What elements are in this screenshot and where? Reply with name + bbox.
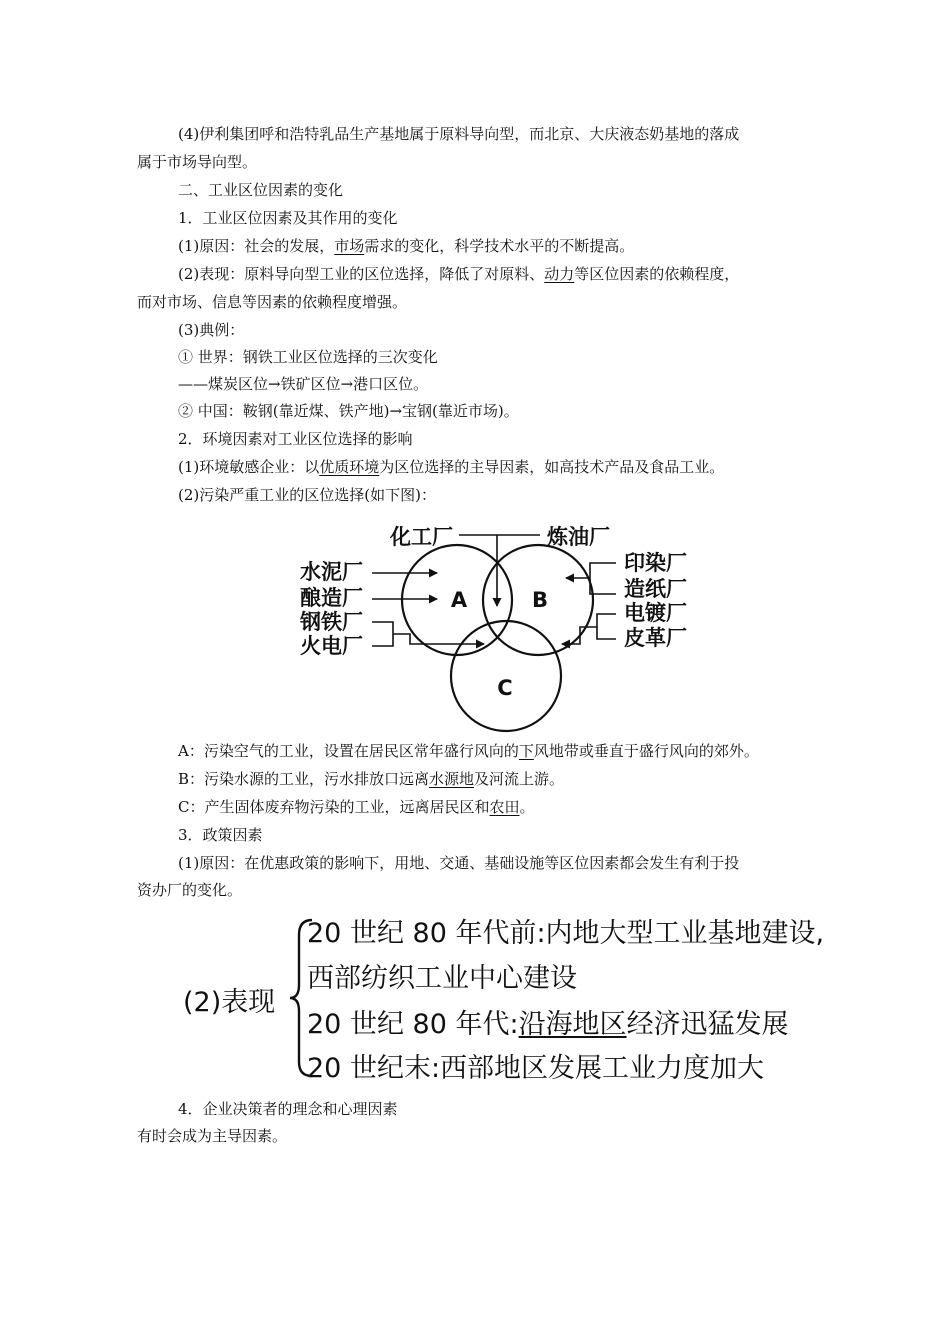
- note-c: [178, 797, 535, 817]
- env1-post: 为区位选择的主导因素，如高技术产品及食品工业。: [379, 458, 725, 476]
- subheading-3: 3．政策因素: [178, 826, 263, 844]
- note-b-post: 及河流上游。: [474, 770, 565, 788]
- circle-c: [451, 621, 561, 731]
- right-factory-1: 印染厂: [624, 551, 687, 575]
- left-factory-2: 酿造厂: [300, 586, 363, 610]
- left-bracket-arrow: [372, 622, 484, 646]
- policy-reason-line1: (1)原因：在优惠政策的影响下，用地、交通、基础设施等区位因素都会发生有利于投: [178, 854, 740, 872]
- bracket-line-3-underlined: 沿海地区: [518, 1009, 627, 1040]
- right-lower-arrow: [562, 614, 616, 644]
- show-line1: [178, 264, 739, 284]
- note-b-pre: B：污染水源的工业，污水排放口远离: [178, 770, 430, 788]
- show-post: 等区位因素的依赖程度，: [574, 265, 740, 283]
- env-sensitive-line: [178, 457, 724, 477]
- subheading-2: 2．环境因素对工业区位选择的影响: [178, 430, 413, 448]
- circle-a: [402, 545, 512, 655]
- subheading-4: 4．企业决策者的理念和心理因素: [178, 1100, 398, 1118]
- show-underlined: 动力: [544, 265, 575, 283]
- reason-post: 需求的变化，科学技术水平的不断提高。: [364, 237, 635, 255]
- env1-underlined: 优质环境: [319, 458, 380, 476]
- world-chain: ——煤炭区位→铁矿区位→港口区位。: [178, 375, 429, 393]
- note-b-underlined: 水源地: [429, 770, 475, 788]
- section-heading: 二、工业区位因素的变化: [178, 181, 344, 199]
- decision-line: 有时会成为主导因素。: [137, 1127, 288, 1145]
- top-left-factory: 化工厂: [390, 525, 453, 549]
- bracket-line-1: 20 世纪 80 年代前:内地大型工业基地建设,: [307, 918, 825, 949]
- circle-c-label: C: [497, 676, 513, 700]
- note-a-underlined: 下: [518, 742, 534, 760]
- policy-reason-line2: 资办厂的变化。: [137, 881, 243, 899]
- bracket-label: (2)表现: [183, 987, 276, 1018]
- show-line2: 而对市场、信息等因素的依赖程度增强。: [137, 293, 408, 311]
- reason-underlined: 市场: [334, 237, 365, 255]
- note-a: [178, 741, 759, 761]
- reason-pre: (1)原因：社会的发展，: [178, 237, 335, 255]
- bracket-line-4: 20 世纪末:西部地区发展工业力度加大: [307, 1053, 765, 1084]
- left-factory-3: 钢铁厂: [300, 610, 363, 634]
- circle-b-label: B: [531, 588, 549, 612]
- top-right-factory: 炼油厂: [547, 525, 610, 549]
- note-c-pre: C：产生固体废弃物污染的工业，远离居民区和: [178, 798, 490, 816]
- bracket-line-3-pre: 20 世纪 80 年代:: [307, 1009, 519, 1040]
- reason-line: [178, 236, 634, 256]
- note-a-post: 风地带或垂直于盛行风向的郊外。: [533, 742, 759, 760]
- china-example: ② 中国：鞍钢(靠近煤、铁产地)→宝钢(靠近市场)。: [178, 402, 519, 420]
- subheading-1: 1．工业区位因素及其作用的变化: [178, 209, 398, 227]
- bracket-line-3-post: 经济迅猛发展: [626, 1009, 789, 1040]
- example-label: (3)典例：: [178, 321, 245, 339]
- bracket-line-3: [307, 1002, 789, 1041]
- right-factory-3: 电镀厂: [624, 601, 687, 625]
- world-example: ① 世界：钢铁工业区位选择的三次变化: [178, 348, 438, 366]
- left-factory-4: 火电厂: [300, 634, 363, 658]
- note-a-pre: A：污染空气的工业，设置在居民区常年盛行风向的: [178, 742, 519, 760]
- note-c-underlined: 农田: [489, 798, 520, 816]
- right-bracket-arrow: [566, 563, 616, 594]
- left-factory-1: 水泥厂: [300, 560, 363, 584]
- bracket-line-2: 西部纺织工业中心建设: [307, 963, 577, 994]
- right-factory-4: 皮革厂: [624, 626, 687, 650]
- note-b: [178, 769, 564, 789]
- env1-pre: (1)环境敏感企业：以: [178, 458, 320, 476]
- circle-b: [483, 545, 593, 655]
- note-c-post: 。: [519, 798, 535, 816]
- env-polluting-line: (2)污染严重工业的区位选择(如下图)：: [178, 486, 436, 504]
- paragraph-4-line1: (4)伊利集团呼和浩特乳品生产基地属于原料导向型，而北京、大庆液态奶基地的落成: [178, 125, 740, 143]
- paragraph-4-line2: 属于市场导向型。: [137, 153, 258, 171]
- show-pre: (2)表现：原料导向型工业的区位选择，降低了对原料、: [178, 265, 545, 283]
- top-connector: [459, 535, 540, 606]
- circle-a-label: A: [450, 588, 468, 612]
- right-factory-2: 造纸厂: [624, 577, 687, 601]
